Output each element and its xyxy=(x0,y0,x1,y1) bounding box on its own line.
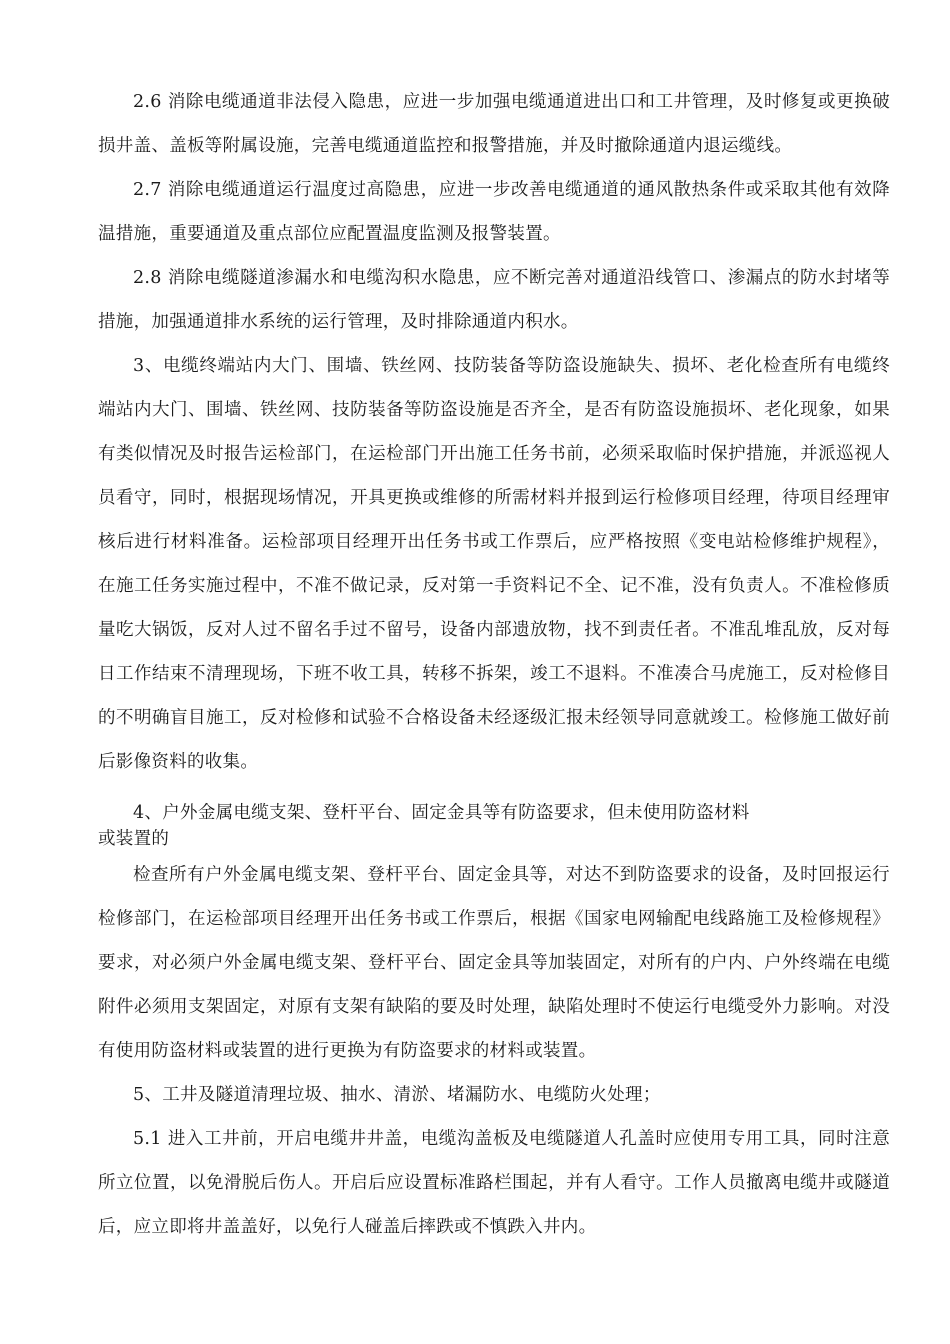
paragraph-5-1: 5.1 进入工井前，开启电缆井井盖，电缆沟盖板及电缆隧道人孔盖时应使用专用工具，同时注意所立位置，以免滑脱后伤人。开启后应设置标准路栏围起，并有人看守。工作人员撤离电缆井或隧道后，应立即将井盖盖好，以免行人碰盖后摔跌或不慎跌入井内。 xyxy=(98,1129,890,1237)
section-4-heading xyxy=(98,800,890,852)
paragraph-2-6: 2.6 消除电缆通道非法侵入隐患，应进一步加强电缆通道进出口和工井管理，及时修复或更换破损井盖、盖板等附属设施，完善电缆通道监控和报警措施，并及时撤除通道内退运缆线。 xyxy=(98,92,890,156)
section-4-heading-line-2: 或装置的 xyxy=(98,829,170,849)
paragraph-3: 3、电缆终端站内大门、围墙、铁丝网、技防装备等防盗设施缺失、损坏、老化检查所有电缆终端站内大门、围墙、铁丝网、技防装备等防盗设施是否齐全，是否有防盗设施损坏、老化现象，如果有类似情况及时报告运检部门，在运检部门开出施工任务书前，必须采取临时保护措施，并派巡视人员看守，同时，根据现场情况，开具更换或维修的所需材料并报到运行检修项目经理，待项目经理审核后进行材料准备。运检部项目经理开出任务书或工作票后，应严格按照《变电站检修维护规程》，在施工任务实施过程中，不准不做记录，反对第一手资料记不全、记不准，没有负责人。不准检修质量吃大锅饭，反对人过不留名手过不留号，设备内部遗放物，找不到责任者。不准乱堆乱放，反对每日工作结束不清理现场，下班不收工具，转移不拆架，竣工不退料。不准凑合马虎施工，反对检修目的不明确盲目施工，反对检修和试验不合格设备未经逐级汇报未经领导同意就竣工。检修施工做好前后影像资料的收集。 xyxy=(98,356,890,772)
section-4-heading-line-1: 4、户外金属电缆支架、登杆平台、固定金具等有防盗要求，但未使用防盗材料 xyxy=(133,803,750,823)
paragraph-2-8: 2.8 消除电缆隧道渗漏水和电缆沟积水隐患，应不断完善对通道沿线管口、渗漏点的防水封堵等措施，加强通道排水系统的运行管理，及时排除通道内积水。 xyxy=(98,268,890,332)
paragraph-5: 5、工井及隧道清理垃圾、抽水、清淤、堵漏防水、电缆防火处理； xyxy=(133,1085,661,1105)
paragraph-4-body: 检查所有户外金属电缆支架、登杆平台、固定金具等，对达不到防盗要求的设备，及时回报运行检修部门，在运检部项目经理开出任务书或工作票后，根据《国家电网输配电线路施工及检修规程》要求，对必须户外金属电缆支架、登杆平台、固定金具等加装固定，对所有的户内、户外终端在电缆附件必须用支架固定，对原有支架有缺陷的要及时处理，缺陷处理时不使运行电缆受外力影响。对没有使用防盗材料或装置的进行更换为有防盗要求的材料或装置。 xyxy=(98,865,890,1061)
paragraph-2-7: 2.7 消除电缆通道运行温度过高隐患，应进一步改善电缆通道的通风散热条件或采取其他有效降温措施，重要通道及重点部位应配置温度监测及报警装置。 xyxy=(98,180,890,244)
